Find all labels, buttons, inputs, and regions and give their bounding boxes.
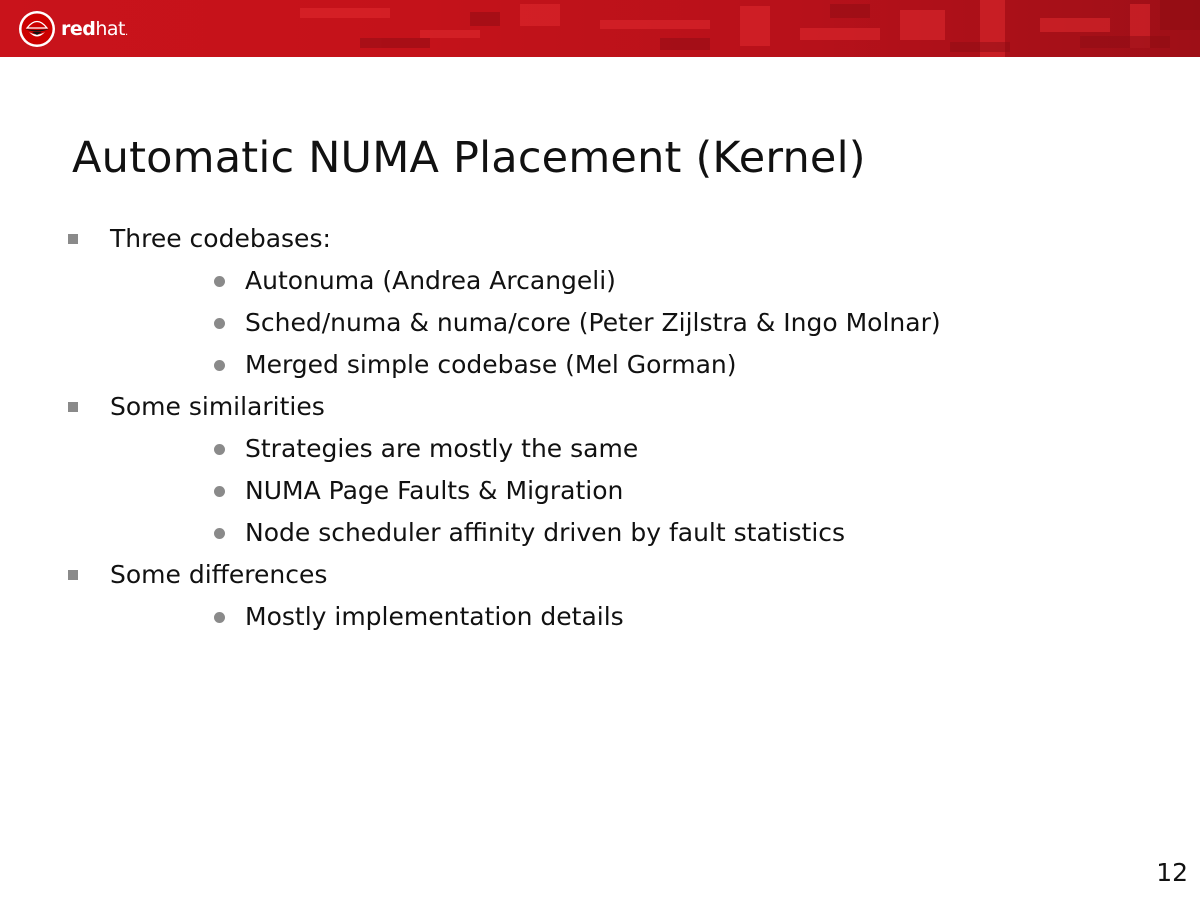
shadowman-icon <box>18 10 56 48</box>
sub-bullet <box>0 474 1200 516</box>
sub-bullet <box>0 264 1200 306</box>
round-bullet-icon <box>214 360 225 371</box>
sub-bullet <box>0 432 1200 474</box>
section-heading: Three codebases: <box>110 224 331 253</box>
bullet-section-3 <box>0 558 1200 600</box>
wordmark-hat: hat <box>95 18 125 40</box>
sub-bullet <box>0 306 1200 348</box>
slide-body <box>0 222 1200 642</box>
sub-bullet-text: Merged simple codebase (Mel Gorman) <box>245 350 737 379</box>
sub-bullet-text: Sched/numa & numa/core (Peter Zijlstra & Ingo Molnar) <box>245 308 941 337</box>
header-banner <box>0 0 1200 57</box>
bullet-section-2 <box>0 390 1200 432</box>
round-bullet-icon <box>214 276 225 287</box>
sub-bullet-text: Autonuma (Andrea Arcangeli) <box>245 266 616 295</box>
square-bullet-icon <box>68 402 78 412</box>
sub-bullet <box>0 348 1200 390</box>
round-bullet-icon <box>214 444 225 455</box>
round-bullet-icon <box>214 612 225 623</box>
round-bullet-icon <box>214 528 225 539</box>
page-number: 12 <box>1156 858 1188 887</box>
round-bullet-icon <box>214 318 225 329</box>
square-bullet-icon <box>68 234 78 244</box>
wordmark-dot: . <box>125 27 128 38</box>
sub-bullet <box>0 516 1200 558</box>
sub-bullet-text: Node scheduler affinity driven by fault statistics <box>245 518 846 547</box>
square-bullet-icon <box>68 570 78 580</box>
wordmark-red: red <box>61 18 96 40</box>
sub-bullet <box>0 600 1200 642</box>
banner-pattern <box>0 0 1200 57</box>
section-heading: Some similarities <box>110 392 325 421</box>
section-heading: Some differences <box>110 560 328 589</box>
sub-bullet-text: Strategies are mostly the same <box>245 434 639 463</box>
sub-bullet-text: Mostly implementation details <box>245 602 624 631</box>
redhat-logo <box>18 10 128 48</box>
sub-bullet-text: NUMA Page Faults & Migration <box>245 476 624 505</box>
slide-title: Automatic NUMA Placement (Kernel) <box>72 133 866 183</box>
bullet-section-1 <box>0 222 1200 264</box>
redhat-wordmark <box>61 18 128 40</box>
round-bullet-icon <box>214 486 225 497</box>
